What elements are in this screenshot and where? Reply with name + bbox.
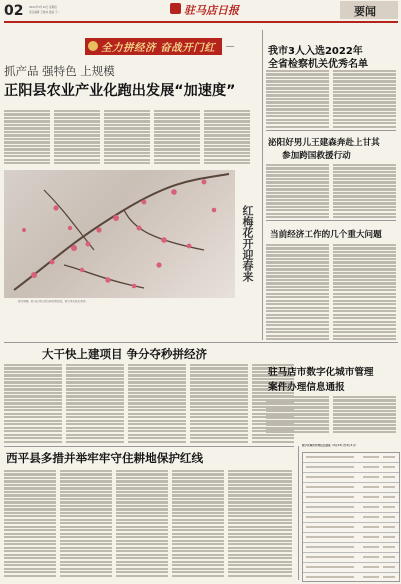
- table-cell: [383, 496, 395, 498]
- table-cell: [383, 566, 395, 568]
- table-title: 数字化城市管理信息通报（2月23日至3月1日）: [302, 444, 358, 447]
- table-cell: [306, 576, 354, 578]
- table-row: [303, 473, 399, 483]
- bottom-section-rule: [4, 446, 294, 447]
- table-cell: [383, 476, 395, 478]
- mid-body-col-3: [128, 364, 186, 444]
- table-row: [303, 513, 399, 523]
- table-cell: [383, 456, 395, 458]
- masthead-rule: [4, 21, 398, 23]
- table-row: [303, 453, 399, 463]
- plum-blossom-photo: [4, 170, 235, 298]
- story4-body-right: [333, 396, 396, 436]
- table-row: [303, 483, 399, 493]
- table-row: [303, 503, 399, 513]
- story3-body-left: [266, 244, 329, 340]
- story4-headline-line2: 案件办理信息通报: [268, 382, 345, 393]
- photo-caption: 春光明媚，驻马店市区的红梅竞相绽放，吸引市民驻足观赏。: [18, 300, 89, 303]
- table-cell: [306, 466, 354, 468]
- table-cell: [363, 546, 379, 548]
- story1-headline-line2: 全省检察机关优秀名单: [268, 59, 368, 70]
- mid-story-headline: 大干快上建项目 争分夺秒拼经济: [42, 347, 208, 361]
- banner-emblem-icon: [88, 41, 98, 51]
- date-line: 2022年3月10日 星期四: [29, 6, 57, 9]
- table-cell: [306, 516, 354, 518]
- section-label: 要闻: [354, 5, 376, 18]
- plum-blossom-image: [4, 170, 235, 298]
- table-cell: [306, 506, 354, 508]
- table-row: [303, 543, 399, 553]
- lead-body-col-3: [104, 110, 150, 166]
- mid-body-col-4: [190, 364, 248, 444]
- story1-headline-line1: 我市3人入选2022年: [268, 46, 363, 57]
- story2-headline-line2: 参加跨国救援行动: [282, 151, 351, 161]
- table-cell: [383, 516, 395, 518]
- table-cell: [363, 476, 379, 478]
- mid-body-col-1: [4, 364, 62, 444]
- table-body: [303, 453, 399, 582]
- table-cell: [306, 476, 354, 478]
- page-number: 02: [4, 3, 24, 19]
- table-row: [303, 563, 399, 573]
- bottom-body-col-2: [60, 470, 112, 578]
- story2-body-left: [266, 164, 329, 218]
- lead-body-col-4: [154, 110, 200, 166]
- table-cell: [383, 526, 395, 528]
- table-cell: [383, 546, 395, 548]
- banner-divider: [226, 46, 234, 47]
- table-cell: [363, 506, 379, 508]
- table-row: [303, 463, 399, 473]
- table-cell: [363, 496, 379, 498]
- table-cell: [363, 526, 379, 528]
- data-table: [302, 452, 400, 582]
- banner-slogan: 全力拼经济 奋战开门红: [101, 42, 216, 54]
- mid-body-col-2: [66, 364, 124, 444]
- table-cell: [363, 566, 379, 568]
- lead-body-col-1: [4, 110, 50, 166]
- right-lower-divider: [298, 446, 299, 580]
- story2-bottom-rule: [266, 220, 396, 221]
- lead-body-col-2: [54, 110, 100, 166]
- table-cell: [363, 576, 379, 578]
- table-row: [303, 523, 399, 533]
- story2-headline-line1: 泌阳好男儿王建森奔赴上甘其: [268, 138, 380, 148]
- mid-section-rule: [4, 342, 398, 343]
- story1-body-right: [333, 70, 396, 128]
- story1-bottom-rule: [266, 130, 396, 131]
- table-cell: [306, 566, 354, 568]
- editor-line: 责任编辑 王春林 美编 于...: [29, 11, 60, 14]
- section-tab: [340, 1, 398, 19]
- table-cell: [383, 556, 395, 558]
- column-divider: [262, 30, 263, 340]
- table-row: [303, 533, 399, 543]
- photo-caption-vertical: 红梅花开迎春来: [241, 205, 254, 282]
- masthead: [0, 0, 401, 26]
- story1-body-left: [266, 70, 329, 128]
- table-cell: [383, 466, 395, 468]
- table-cell: [363, 466, 379, 468]
- story4-body-left: [266, 396, 329, 436]
- table-cell: [383, 486, 395, 488]
- table-cell: [306, 536, 354, 538]
- table-row: [303, 573, 399, 582]
- story3-headline: 当前经济工作的几个重大问题: [270, 230, 382, 240]
- story4-headline-line1: 驻马店市数字化城市管理: [268, 367, 374, 378]
- table-cell: [363, 556, 379, 558]
- lead-headline: 正阳县农业产业化跑出发展“加速度”: [4, 83, 236, 99]
- bottom-story-headline: 西平县多措并举牢牢守住耕地保护红线: [6, 451, 204, 465]
- table-row: [303, 493, 399, 503]
- bottom-body-col-1: [4, 470, 56, 578]
- slogan-banner: [85, 38, 222, 55]
- table-cell: [306, 526, 354, 528]
- bottom-body-col-3: [116, 470, 168, 578]
- table-cell: [383, 506, 395, 508]
- story2-body-right: [333, 164, 396, 218]
- table-cell: [306, 456, 354, 458]
- story3-body-right: [333, 244, 396, 340]
- table-cell: [306, 496, 354, 498]
- bottom-body-col-4: [172, 470, 224, 578]
- table-cell: [383, 536, 395, 538]
- table-cell: [383, 576, 395, 578]
- lead-body-col-5: [204, 110, 250, 166]
- table-row: [303, 553, 399, 563]
- table-cell: [363, 486, 379, 488]
- table-cell: [363, 536, 379, 538]
- bottom-body-col-5: [228, 470, 292, 578]
- logo-seal-icon: [170, 3, 181, 14]
- table-cell: [306, 556, 354, 558]
- lead-kicker: 抓产品 强特色 上规模: [4, 64, 115, 78]
- table-cell: [363, 516, 379, 518]
- table-cell: [363, 456, 379, 458]
- table-cell: [306, 546, 354, 548]
- table-cell: [306, 486, 354, 488]
- newspaper-logo: 驻马店日报: [184, 4, 239, 17]
